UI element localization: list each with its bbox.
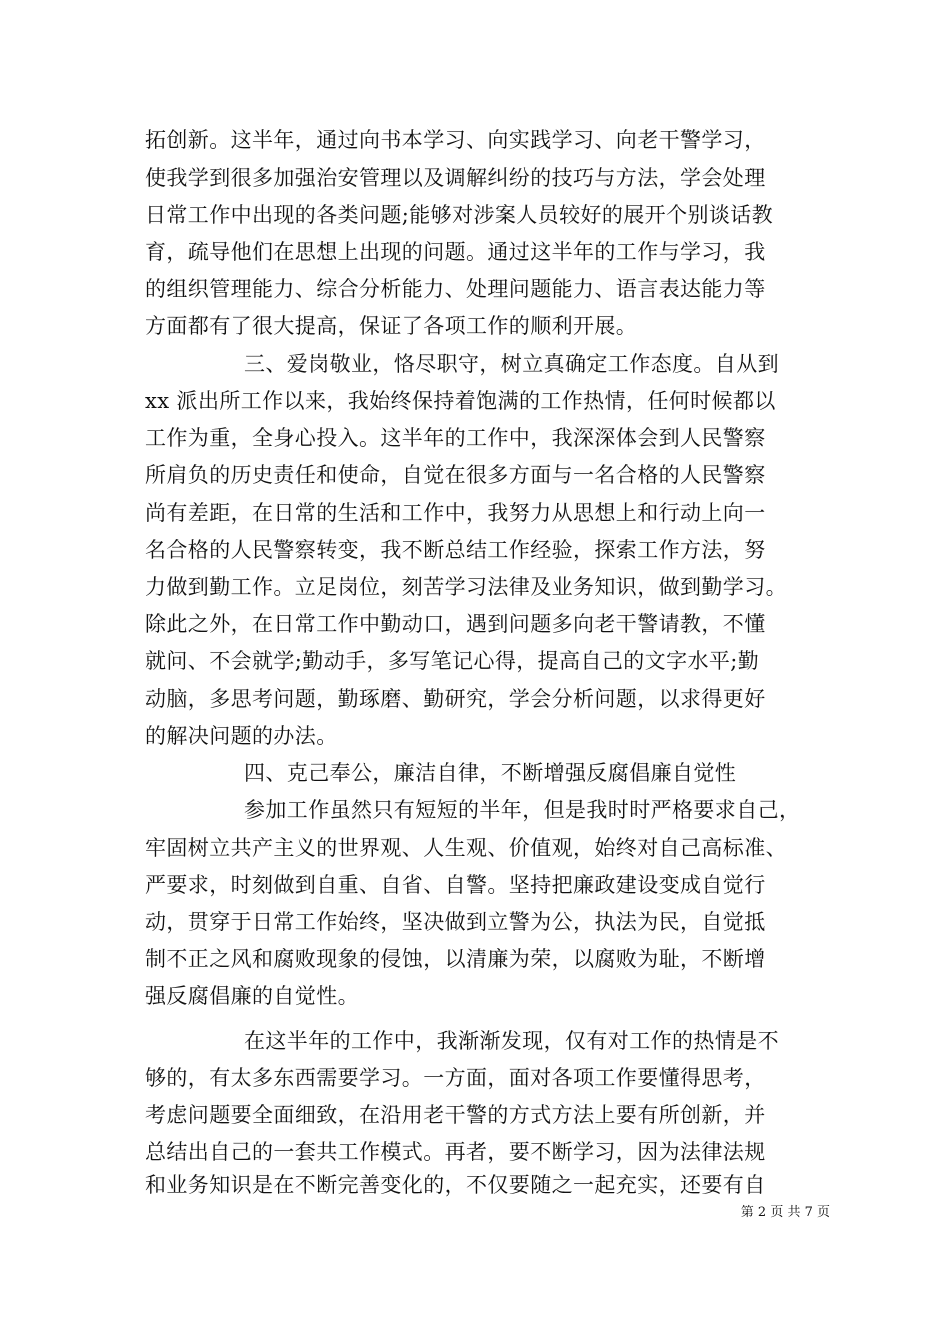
text-line: 考虑问题要全面细致，在沿用老干警的方式方法上要有所创新，并 [145, 1103, 766, 1127]
text-line: 名合格的人民警察转变，我不断总结工作经验，探索工作方法，努 [145, 538, 766, 562]
text-line: 除此之外，在日常工作中勤动口，遇到问题多向老干警请教，不懂 [145, 612, 766, 636]
paragraph-first-line: 在这半年的工作中，我渐渐发现，仅有对工作的热情是不 [244, 1029, 779, 1053]
text-line: 力做到勤工作。立足岗位，刻苦学习法律及业务知识，做到勤学习。 [145, 575, 787, 599]
text-line: 强反腐倡廉的自觉性。 [145, 984, 359, 1008]
text-line: 严要求，时刻做到自重、自省、自警。坚持把廉政建设变成自觉行 [145, 873, 766, 897]
text-line: 就问、不会就学;勤动手，多写笔记心得，提高自己的文字水平;勤 [145, 649, 760, 673]
text-line: 所肩负的历史责任和使命，自觉在很多方面与一名合格的人民警察 [145, 463, 766, 487]
text-line: 方面都有了很大提高，保证了各项工作的顺利开展。 [145, 314, 638, 338]
text-line: 日常工作中出现的各类问题;能够对涉案人员较好的展开个别谈话教 [145, 203, 774, 227]
page-number: 第 2 页 共 7 页 [740, 1205, 830, 1220]
text-line: 制不正之风和腐败现象的侵蚀，以清廉为荣，以腐败为耻，不断增 [145, 947, 766, 971]
text-line: 够的，有太多东西需要学习。一方面，面对各项工作要懂得思考， [145, 1066, 766, 1090]
section-three-first-line: 三、爱岗敬业，恪尽职守，树立真确定工作态度。自从到 [244, 352, 779, 376]
text-line: 的组织管理能力、综合分析能力、处理问题能力、语言表达能力等 [145, 277, 766, 301]
text-line: 尚有差距，在日常的生活和工作中，我努力从思想上和行动上向一 [145, 501, 766, 525]
text-line: 工作为重，全身心投入。这半年的工作中，我深深体会到人民警察 [145, 426, 766, 450]
text-line: 动脑，多思考问题，勤琢磨、勤研究，学会分析问题，以求得更好 [145, 687, 766, 711]
text-line: 拓创新。这半年，通过向书本学习、向实践学习、向老干警学习， [145, 128, 766, 152]
paragraph-first-line: 参加工作虽然只有短短的半年，但是我时时严格要求自己， [244, 798, 801, 822]
text-line: 使我学到很多加强治安管理以及调解纠纷的技巧与方法，学会处理 [145, 166, 766, 190]
text-line: 育，疏导他们在思想上出现的问题。通过这半年的工作与学习，我 [145, 240, 766, 264]
section-four-heading: 四、克己奉公，廉洁自律，不断增强反腐倡廉自觉性 [244, 761, 737, 785]
text-line: 总结出自己的一套共工作模式。再者，要不断学习，因为法律法规 [145, 1140, 766, 1164]
text-line: 动，贯穿于日常工作始终，坚决做到立警为公，执法为民，自觉抵 [145, 910, 766, 934]
text-line: 和业务知识是在不断完善变化的，不仅要随之一起充实，还要有自 [145, 1173, 766, 1197]
text-line: 的解决问题的办法。 [145, 724, 338, 748]
text-line: xx 派出所工作以来，我始终保持着饱满的工作热情，任何时候都以 [145, 389, 776, 413]
text-line: 牢固树立共产主义的世界观、人生观、价值观，始终对自己高标准、 [145, 836, 787, 860]
